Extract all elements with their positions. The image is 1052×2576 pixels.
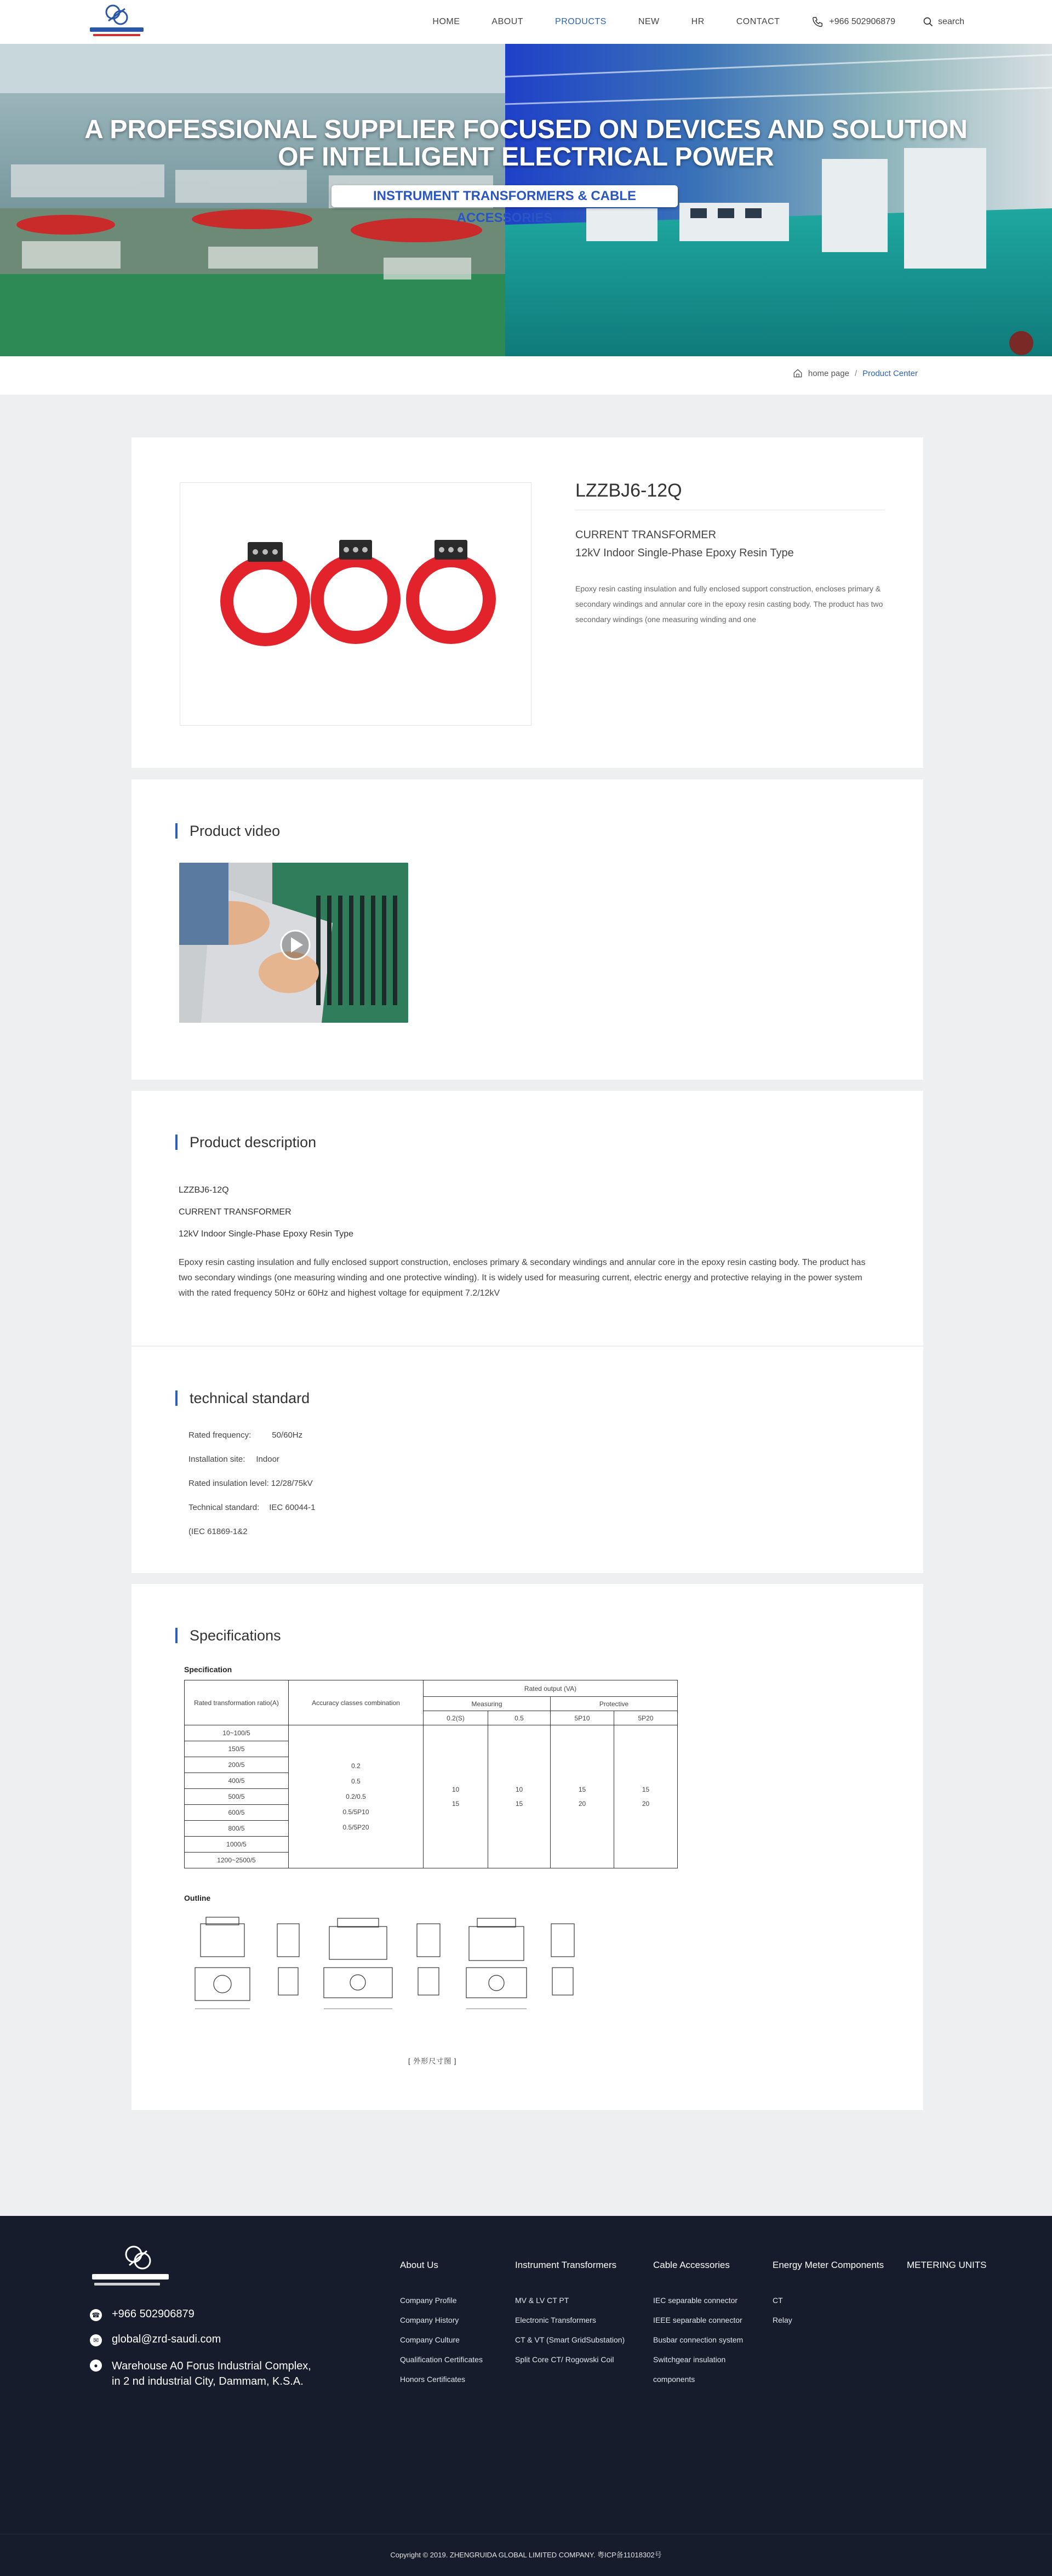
footer-link[interactable]: IEEE separable connector <box>653 2316 742 2324</box>
spec-output-value: 15 <box>578 1786 586 1793</box>
footer-copyright: Copyright © 2019. ZHENGRUIDA GLOBAL LIMITED COMPANY. 粤ICP备11018302号 <box>390 2551 662 2559</box>
spec-header-measuring: Measuring <box>424 1697 551 1711</box>
ring-3 <box>406 540 496 644</box>
spec-output-value: 15 <box>642 1786 650 1793</box>
footer-link[interactable]: MV & LV CT PT <box>515 2296 569 2305</box>
spec-accuracy-cell <box>289 1725 424 1868</box>
footer-col-title[interactable]: Energy Meter Components <box>773 2260 884 2270</box>
header-search[interactable] <box>923 16 964 27</box>
footer-link[interactable]: CT & VT (Smart GridSubstation) <box>515 2335 625 2344</box>
product-description-card <box>132 1091 923 1346</box>
home-icon <box>793 368 803 378</box>
tech-label: Technical standard: <box>188 1503 260 1512</box>
nav-products[interactable]: PRODUCTS <box>555 17 607 26</box>
footer-col-title[interactable]: Instrument Transformers <box>515 2260 617 2270</box>
footer-link[interactable]: components <box>653 2375 695 2384</box>
phone-icon: ☎ <box>90 2309 102 2321</box>
spec-subheader: 0.2(S) <box>424 1711 488 1725</box>
scroll-indicator[interactable] <box>1009 331 1033 355</box>
tech-label: Rated insulation level: <box>188 1479 269 1488</box>
phone-icon <box>811 16 824 28</box>
footer-email-row[interactable] <box>90 2333 311 2346</box>
nav-about[interactable]: ABOUT <box>491 17 524 26</box>
product-short-desc: 12kV Indoor Single-Phase Epoxy Resin Type <box>575 547 794 559</box>
footer-link[interactable]: Switchgear insulation <box>653 2355 726 2364</box>
description-line-name: LZZBJ6-12Q <box>179 1186 229 1195</box>
breadcrumb-separator: / <box>854 368 857 378</box>
spec-ratio-cell: 600/5 <box>185 1805 289 1821</box>
spec-table-label: Specification <box>184 1665 232 1674</box>
spec-output-value: 10 <box>515 1786 523 1793</box>
footer-address-line2: in 2 nd industrial City, Dammam, K.S.A. <box>112 2375 304 2387</box>
footer-logo[interactable] <box>91 2239 173 2296</box>
footer-col-about <box>400 2260 483 2389</box>
spec-output-value: 20 <box>642 1800 650 1808</box>
spec-ratio-cell: 800/5 <box>185 1821 289 1837</box>
location-icon: ● <box>90 2360 102 2372</box>
spec-ratio-cell: 1200~2500/5 <box>185 1853 289 1868</box>
spec-ratio-cell: 10~100/5 <box>185 1725 289 1741</box>
spec-ratio-cell: 1000/5 <box>185 1837 289 1853</box>
breadcrumb-current[interactable]: Product Center <box>862 368 918 378</box>
footer-col-cable <box>653 2260 743 2389</box>
spec-accuracy-value: 0.5/5P20 <box>342 1823 369 1831</box>
spec-table <box>184 1680 678 1868</box>
banner-subtitle: INSTRUMENT TRANSFORMERS & CABLE ACCESSORIES <box>331 185 678 207</box>
spec-output-value: 15 <box>515 1800 523 1808</box>
spec-header-output: Rated output (VA) <box>424 1680 678 1697</box>
footer-col-metering <box>907 2260 986 2290</box>
footer-link[interactable]: Busbar connection system <box>653 2335 744 2344</box>
footer-col-title[interactable]: METERING UNITS <box>907 2260 987 2270</box>
spec-output-cell <box>614 1725 678 1868</box>
footer-link[interactable]: Honors Certificates <box>400 2375 466 2384</box>
main-nav <box>401 0 964 44</box>
spec-header-ratio: Rated transformation ratio(A) <box>185 1680 289 1725</box>
footer-col-title[interactable]: Cable Accessories <box>653 2260 730 2270</box>
spec-ratio-cell: 500/5 <box>185 1789 289 1805</box>
spec-output-cell <box>551 1725 614 1868</box>
outline-label: Outline <box>184 1894 211 1902</box>
description-line-type: CURRENT TRANSFORMER <box>179 1207 291 1217</box>
outline-footnote: [ 外形尺寸图 ] <box>408 2057 457 2065</box>
tech-row <box>188 1447 315 1472</box>
company-logo[interactable] <box>82 2 153 42</box>
hero-banner <box>0 44 1052 356</box>
footer-address-line1: Warehouse A0 Forus Industrial Complex, <box>112 2360 311 2372</box>
tech-label: (IEC 61869-1&2 <box>188 1527 248 1536</box>
tech-row <box>188 1472 315 1496</box>
header-phone[interactable] <box>811 16 895 28</box>
product-video-card <box>132 779 923 1080</box>
footer-link[interactable]: Qualification Certificates <box>400 2355 483 2364</box>
footer-link[interactable]: Relay <box>773 2316 792 2324</box>
nav-new[interactable]: NEW <box>638 17 660 26</box>
tech-value: 50/60Hz <box>272 1431 303 1440</box>
footer-col-title[interactable]: About Us <box>400 2260 438 2270</box>
breadcrumb-bar <box>0 356 1052 395</box>
banner-title-line1: A PROFESSIONAL SUPPLIER FOCUSED ON DEVICES AND SOLUTION <box>84 115 968 144</box>
spec-output-value: 15 <box>451 1800 460 1808</box>
footer-col-instrument <box>515 2260 625 2369</box>
spec-output-cell <box>424 1725 488 1868</box>
outline-drawing-image <box>184 1913 601 2022</box>
footer-col-energy <box>773 2260 884 2330</box>
technical-standard-card <box>132 1347 923 1573</box>
footer-address-row <box>90 2358 311 2389</box>
description-line-desc: 12kV Indoor Single-Phase Epoxy Resin Type <box>179 1229 354 1239</box>
site-footer <box>0 2216 1052 2576</box>
spec-ratio-cell: 150/5 <box>185 1741 289 1757</box>
spec-subheader: 5P10 <box>551 1711 614 1725</box>
spec-accuracy-value: 0.2 <box>351 1762 361 1770</box>
footer-email: global@zrd-saudi.com <box>112 2333 221 2345</box>
spec-output-value: 10 <box>451 1786 460 1793</box>
section-title-specifications: Specifications <box>175 1628 281 1643</box>
product-overview-card <box>132 437 923 768</box>
nav-contact[interactable]: CONTACT <box>736 17 780 26</box>
tech-label: Installation site: <box>188 1455 245 1464</box>
footer-phone-row[interactable] <box>90 2308 311 2321</box>
tech-label: Rated frequency: <box>188 1431 251 1440</box>
tech-row <box>188 1496 315 1520</box>
breadcrumb <box>793 368 918 378</box>
spec-output-value: 20 <box>578 1800 586 1808</box>
breadcrumb-home[interactable]: home page <box>808 368 849 378</box>
footer-link[interactable]: Split Core CT/ Rogowski Coil <box>515 2355 614 2364</box>
section-title-video: Product video <box>175 823 280 839</box>
section-title-technical: technical standard <box>175 1390 310 1406</box>
footer-link[interactable]: Company Profile <box>400 2296 457 2305</box>
spec-accuracy-value: 0.5 <box>351 1777 361 1785</box>
tech-value: Indoor <box>256 1455 279 1464</box>
site-header <box>0 0 1052 44</box>
tech-value: IEC 60044-1 <box>269 1503 316 1512</box>
footer-address <box>112 2358 311 2389</box>
footer-link[interactable]: Electronic Transformers <box>515 2316 596 2324</box>
email-icon: ✉ <box>90 2334 102 2346</box>
ring-1 <box>220 542 310 646</box>
spec-ratio-cell: 400/5 <box>185 1773 289 1789</box>
product-name: LZZBJ6-12Q <box>575 480 682 501</box>
footer-link[interactable]: Company Culture <box>400 2335 460 2344</box>
description-paragraph: Epoxy resin casting insulation and fully enclosed support construction, encloses primary & secondary windings and annular core in the epoxy resin casting body. The product has two secondary windings (one measuring winding and one protective winding). It is widely used for measuring current, electric energy and protective relaying in the power system with the rated frequency 50Hz or 60Hz and highest voltage for equipment 7.2/12kV <box>179 1258 866 1298</box>
technical-list <box>188 1423 315 1544</box>
banner-title <box>0 116 1052 171</box>
footer-link[interactable]: CT <box>773 2296 783 2305</box>
spec-accuracy-value: 0.2/0.5 <box>346 1793 366 1800</box>
spec-header-protective: Protective <box>551 1697 678 1711</box>
nav-hr[interactable]: HR <box>691 17 705 26</box>
product-image[interactable] <box>180 482 531 726</box>
tech-value: 12/28/75kV <box>271 1479 313 1488</box>
tech-row <box>188 1423 315 1447</box>
product-summary: Epoxy resin casting insulation and fully enclosed support construction, encloses primary & secondary windings and annular core in the epoxy resin casting body. The product has two secondary windings (one measuring winding and one <box>575 584 883 624</box>
spec-accuracy-value: 0.5/5P10 <box>342 1808 369 1816</box>
ring-2 <box>311 540 401 644</box>
spec-subheader: 0.5 <box>488 1711 551 1725</box>
outline-drawings <box>184 1913 601 2025</box>
banner-title-line2: OF INTELLIGENT ELECTRICAL POWER <box>278 143 774 172</box>
description-lines <box>179 1179 353 1245</box>
footer-link[interactable]: Company History <box>400 2316 459 2324</box>
spec-output-cell <box>488 1725 551 1868</box>
product-type: CURRENT TRANSFORMER <box>575 529 717 541</box>
spec-header-accuracy: Accuracy classes combination <box>289 1680 424 1725</box>
section-title-description: Product description <box>175 1135 316 1150</box>
spec-subheader: 5P20 <box>614 1711 678 1725</box>
header-phone-text: +966 502906879 <box>829 17 895 26</box>
search-icon <box>923 16 934 27</box>
video-player[interactable] <box>179 863 408 1023</box>
footer-phone: +966 502906879 <box>112 2308 195 2320</box>
nav-home[interactable]: HOME <box>432 17 460 26</box>
search-label: search <box>937 17 964 26</box>
footer-contact <box>90 2308 311 2401</box>
spec-ratio-cell: 200/5 <box>185 1757 289 1773</box>
tech-row <box>188 1520 315 1544</box>
specifications-card <box>132 1584 923 2110</box>
footer-link[interactable]: IEC separable connector <box>653 2296 738 2305</box>
